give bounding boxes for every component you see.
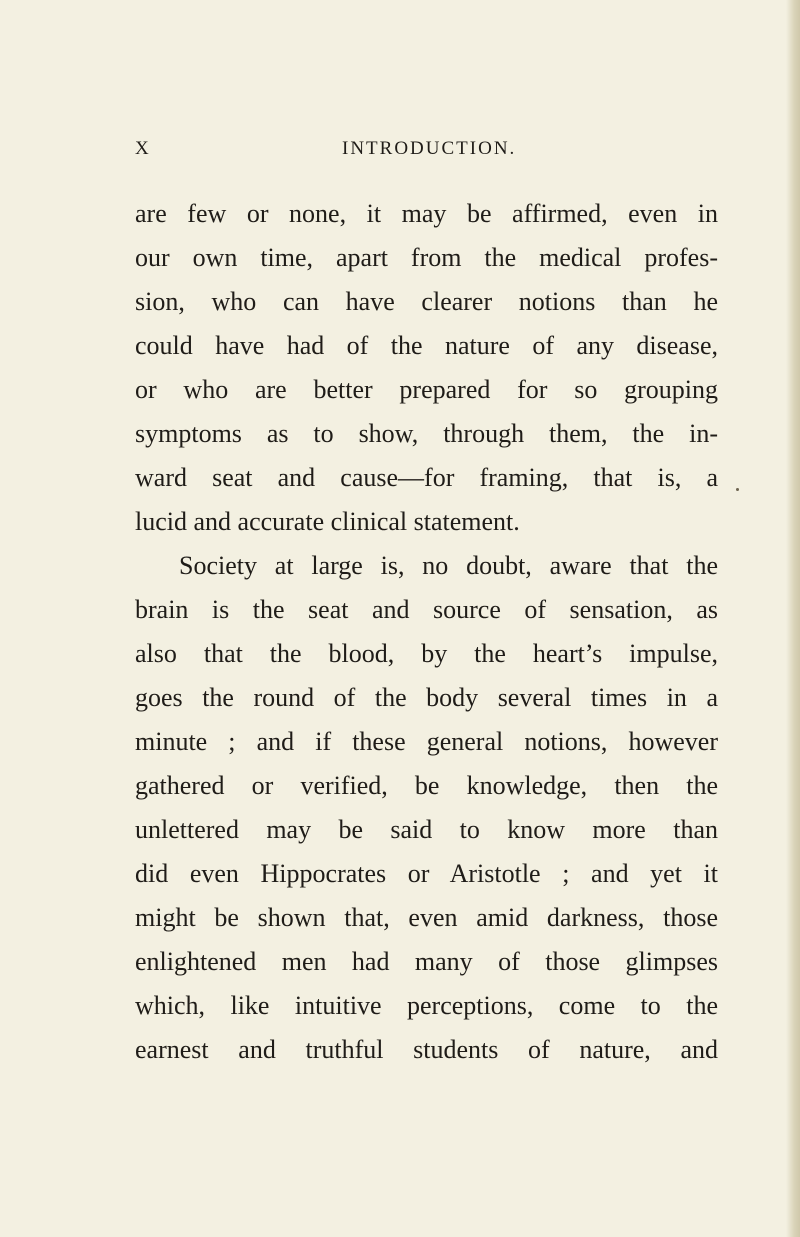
text-line: ward seat and cause—for framing, that is, a — [135, 463, 718, 492]
text-line: brain is the seat and source of sensation, as — [135, 595, 718, 624]
paper-speck — [736, 488, 739, 491]
paragraph-start-line: Society at large is, no doubt, aware that the — [179, 551, 718, 580]
text-line: did even Hippocrates or Aristotle ; and yet it — [135, 859, 718, 888]
page-edge-shadow — [786, 0, 800, 1237]
text-line: gathered or verified, be knowledge, then the — [135, 771, 718, 800]
text-line: our own time, apart from the medical profes- — [135, 243, 718, 272]
text-line: also that the blood, by the heart’s impulse, — [135, 639, 718, 668]
text-line: are few or none, it may be affirmed, even in — [135, 199, 718, 228]
body-text — [135, 192, 718, 1072]
text-line: which, like intuitive perceptions, come to the — [135, 991, 718, 1020]
text-line: minute ; and if these general notions, however — [135, 727, 718, 756]
text-line: might be shown that, even amid darkness, those — [135, 903, 718, 932]
text-line: could have had of the nature of any disease, — [135, 331, 718, 360]
page-number: X — [135, 138, 151, 159]
text-line: or who are better prepared for so grouping — [135, 375, 718, 404]
text-line: symptoms as to show, through them, the in- — [135, 419, 718, 448]
text-line: lucid and accurate clinical statement. — [135, 507, 520, 536]
text-line: goes the round of the body several times in a — [135, 683, 718, 712]
text-line: sion, who can have clearer notions than he — [135, 287, 718, 316]
text-line: earnest and truthful students of nature, and — [135, 1035, 718, 1064]
running-head — [135, 134, 718, 164]
text-line: enlightened men had many of those glimpses — [135, 947, 718, 976]
text-line: unlettered may be said to know more than — [135, 815, 718, 844]
running-title: INTRODUCTION. — [342, 138, 517, 159]
